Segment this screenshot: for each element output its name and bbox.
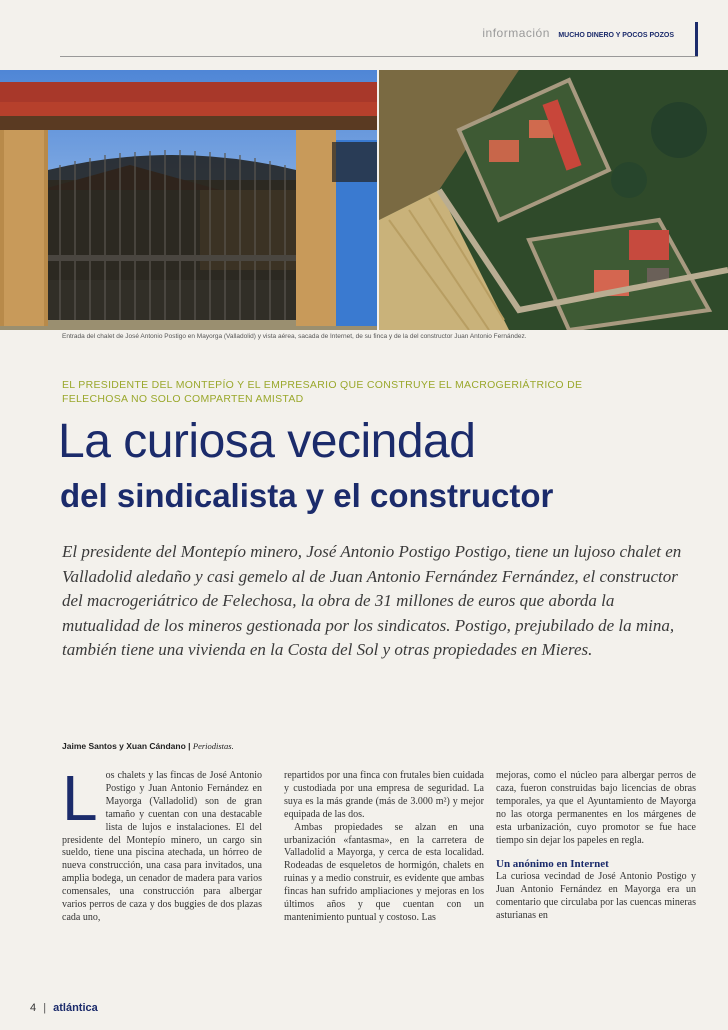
body-column-2 — [284, 770, 484, 925]
body-column-3 — [496, 770, 696, 923]
article-kicker: EL PRESIDENTE DEL MONTEPÍO Y EL EMPRESARIO QUE CONSTRUYE EL MACROGERIÁTRICO DE FELECHOSA NO SOLO COMPARTEN AMISTAD — [62, 379, 583, 405]
byline-authors: Jaime Santos y Xuan Cándano | — [62, 741, 191, 751]
section-name: información — [482, 26, 550, 40]
section-subtitle: MUCHO DINERO Y POCOS POZOS — [558, 32, 674, 39]
page-number: 4 — [30, 1002, 37, 1014]
article-title-line1: La curiosa vecindad — [58, 415, 476, 468]
magazine-name: atlántica — [53, 1002, 98, 1014]
photo-strip — [0, 70, 728, 330]
drop-cap: L — [62, 762, 98, 834]
header-accent-bar — [695, 22, 698, 56]
section-heading — [482, 24, 674, 42]
body-paragraph: La curiosa vecindad de José Antonio Postigo y Juan Antonio Fernández en Mayorga era un comentario que circulaba por las cuencas mineras asturianas en — [496, 871, 696, 922]
aerial-view-photo — [379, 70, 728, 330]
article-lead: El presidente del Montepío minero, José Antonio Postigo Postigo, tiene un lujoso chalet en Valladolid aledaño y casi gemelo al de Juan Antonio Fernández Fernández, el constructor del macrogeriátrico de Felechosa, la obra de 31 millones de euros que aborda la mutualidad de los mineros gestionada por los sindicatos. Postigo, prejubilado de la mina, también tiene una vivienda en la Costa del Sol y otras propiedades en Mieres. — [62, 542, 682, 660]
byline-role: Periodistas. — [192, 741, 234, 751]
chalet-gate-photo — [0, 70, 377, 330]
footer-separator: | — [43, 1002, 47, 1014]
article-title-line2: del sindicalista y el constructor — [60, 477, 554, 514]
photo-caption: Entrada del chalet de José Antonio Postigo en Mayorga (Valladolid) y vista aérea, sacada de Internet, de su finca y de la del constructor Juan Antonio Fernández. — [62, 333, 527, 340]
page-footer — [30, 1002, 98, 1014]
body-subhead: Un anónimo en Internet — [496, 858, 609, 871]
body-paragraph: os chalets y las fincas de José Antonio Postigo y Juan Antonio Fernández en Mayorga (Valladolid) son de gran tamaño y cuentan con una destacable lista de lujos e instalaciones. El del presidente del Montepío minero, un cargo sin sueldo, tiene una piscina atechada, un hórreo de nueva construcción, una casa para invitados, una amplia bodega, un cenador de madera para varios comensales, una construcción para albergar varios perros de caza y dos buggies de dos plazas cada uno, — [62, 770, 262, 923]
body-paragraph: mejoras, como el núcleo para albergar perros de caza, fueron construidas bajo licencias de obras temporales, ya que el Ayuntamiento de Mayorga no las otorga permanentes en los márgenes de esta urbanización, cuyo promotor se fue hace tiempo sin dejar los papeles en regla. — [496, 770, 696, 846]
body-column-1 — [62, 762, 262, 925]
page-header — [60, 22, 698, 57]
body-paragraph: repartidos por una finca con frutales bien cuidada y custodiada por una empresa de seguridad. La suya es la más grande (más de 3.000 m²) y mejor equipada de las dos. — [284, 770, 484, 820]
byline — [62, 741, 234, 751]
body-paragraph: Ambas propiedades se alzan en una urbanización «fantasma», en la carretera de Valladolid a Mayorga, y cerca de esta localidad. Rodeadas de esqueletos de hormigón, chalets en ruinas y a medio construir, es evidente que ambas fincas han sufrido ampliaciones y mejoras en los últimos años y que cuentan con un mantenimiento puntual y costoso. Las — [284, 821, 484, 923]
